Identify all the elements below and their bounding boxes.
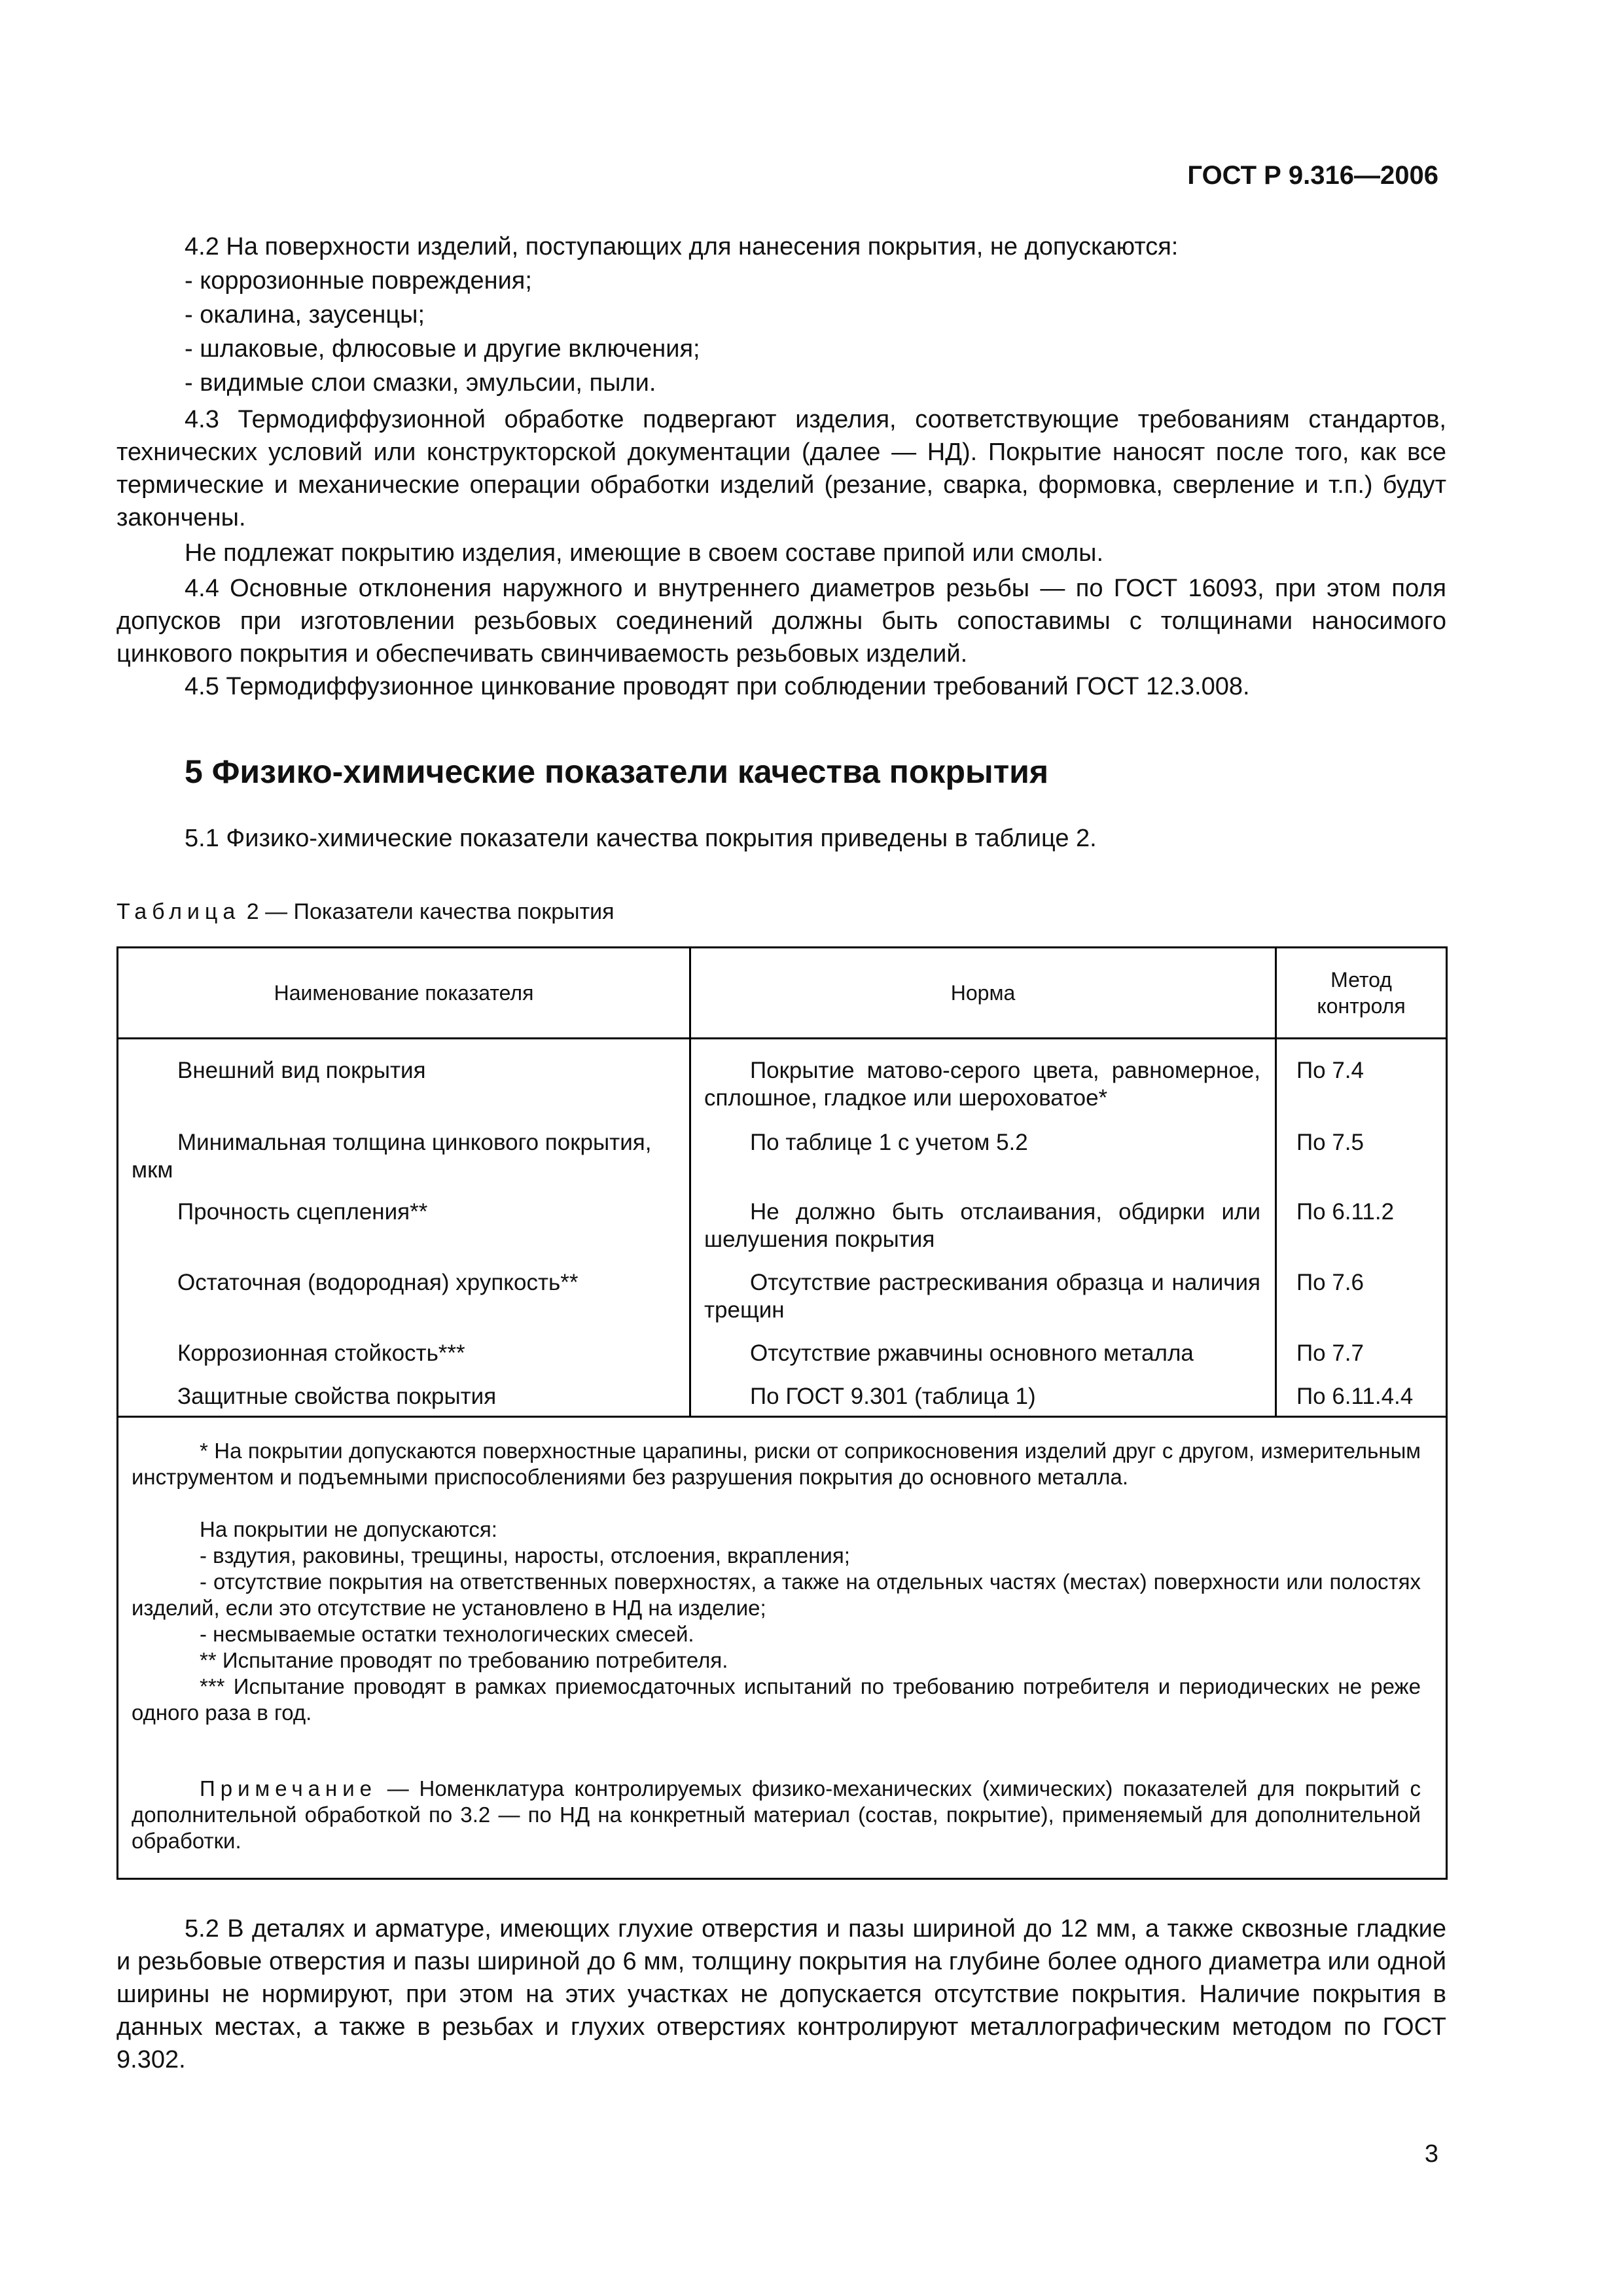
list-item: - видимые слои смазки, эмульсии, пыли. [185, 369, 656, 397]
table-caption-label: Таблица [116, 899, 241, 924]
paragraph-no-coating: Не подлежат покрытию изделия, имеющие в своем составе припой или смолы. [185, 539, 1103, 567]
section-title: 5 Физико-химические показатели качества покрытия [185, 753, 1049, 790]
table-caption [116, 899, 615, 925]
footnote: *** Испытание проводят в рамках приемосдаточных испытаний по требованию потребителя и периодических не реже одного раза в год. [132, 1674, 1421, 1725]
table-cell-method: По 6.11.4.4 [1296, 1384, 1414, 1409]
header-indicator: Наименование показателя [274, 981, 534, 1005]
table-note-text: — Номенклатура контролируемых физико-механических (химических) показателей для покрытий с дополнительной обработкой по 3.2 — по НД на конкретный материал (состав, покрытие), применяемый для дополнительной обработки. [132, 1776, 1421, 1853]
footnote: * На покрытии допускаются поверхностные царапины, риски от соприкосновения изделий друг с другом, измерительным инструментом и подъемными приспособлениями без разрушения покрытия до основного металла. [132, 1439, 1421, 1489]
header-norm: Норма [950, 981, 1016, 1005]
paragraph-5-2: 5.2 В деталях и арматуре, имеющих глухие отверстия и пазы шириной до 12 мм, а также сквозные гладкие и резьбовые отверстия и пазы шириной до 6 мм, толщину покрытия на глубине более одного диаметра или одной ширины не нормируют, при этом на этих участках не допускается отсутствие покрытия. Наличие покрытия в данных местах, а также в резьбах и глухих отверстиях контролируют металлографическим методом по ГОСТ 9.302. [116, 1915, 1446, 2073]
footnote: На покрытии не допускаются: [200, 1517, 497, 1541]
table-cell-norm: Отсутствие ржавчины основного металла [750, 1340, 1194, 1366]
table-cell-name: Минимальная толщина цинкового покрытия, мкм [132, 1130, 652, 1183]
table-note-label: Примечание [200, 1776, 378, 1801]
table-cell-method: По 6.11.2 [1296, 1199, 1395, 1225]
table-cell-name: Внешний вид покрытия [177, 1058, 426, 1083]
table-cell-norm: Покрытие матово-серого цвета, равномерное, сплошное, гладкое или шероховатое* [704, 1058, 1260, 1111]
table-cell-name: Прочность сцепления** [177, 1199, 428, 1225]
list-item: - коррозионные повреждения; [185, 267, 532, 295]
table-cell-norm: По таблице 1 с учетом 5.2 [750, 1130, 1028, 1155]
footnote: ** Испытание проводят по требованию потребителя. [200, 1648, 728, 1672]
table-cell-name: Коррозионная стойкость*** [177, 1340, 465, 1366]
table-cell-method: По 7.5 [1296, 1130, 1364, 1155]
table-cell-name: Остаточная (водородная) хрупкость** [177, 1270, 579, 1295]
paragraph-4-4: 4.4 Основные отклонения наружного и внутреннего диаметров резьбы — по ГОСТ 16093, при этом поля допусков при изготовлении резьбовых соединений должны быть сопоставимы с толщинами наносимого цинкового покрытия и обеспечивать свинчиваемость резьбовых изделий. [116, 575, 1446, 668]
paragraph-4-5: 4.5 Термодиффузионное цинкование проводят при соблюдении требований ГОСТ 12.3.008. [185, 673, 1250, 700]
document-id-header: ГОСТ Р 9.316—2006 [1187, 161, 1438, 190]
list-item: - шлаковые, флюсовые и другие включения; [185, 335, 700, 363]
table-cell-method: По 7.7 [1296, 1340, 1364, 1366]
footnote: - отсутствие покрытия на ответственных поверхностях, а также на отдельных частях (местах) поверхности или полостях изделий, если это отсутствие не установлено в НД на изделие; [132, 1570, 1421, 1620]
footnote: - несмываемые остатки технологических смесей. [200, 1622, 694, 1646]
table-cell-norm: Не должно быть отслаивания, обдирки или шелушения покрытия [704, 1199, 1260, 1252]
table-cell-norm: Отсутствие растрескивания образца и наличия трещин [704, 1270, 1260, 1323]
page-number: 3 [1424, 2140, 1438, 2168]
table-note [132, 1776, 1421, 1854]
paragraph-4-2: 4.2 На поверхности изделий, поступающих для нанесения покрытия, не допускаются: [185, 233, 1179, 260]
footnote: - вздутия, раковины, трещины, наросты, отслоения, вкрапления; [200, 1543, 850, 1568]
table-cell-name: Защитные свойства покрытия [177, 1384, 497, 1409]
header-method: Метод контроля [1317, 968, 1406, 1018]
list-item: - окалина, заусенцы; [185, 301, 425, 329]
table-cell-norm: По ГОСТ 9.301 (таблица 1) [750, 1384, 1036, 1409]
paragraph-4-3: 4.3 Термодиффузионной обработке подвергают изделия, соответствующие требованиям стандартов, технических условий или конструкторской документации (далее — НД). Покрытие наносят после того, как все термические и механические операции обработки изделий (резание, сварка, формовка, сверление и т.п.) будут закончены. [116, 406, 1446, 531]
table-caption-text: 2 — Показатели качества покрытия [240, 899, 615, 924]
quality-table [116, 946, 1448, 1880]
table-footnotes [118, 1416, 1446, 1418]
table-cell-method: По 7.6 [1296, 1270, 1364, 1295]
table-cell-method: По 7.4 [1296, 1058, 1364, 1083]
section-intro: 5.1 Физико-химические показатели качества покрытия приведены в таблице 2. [185, 825, 1097, 852]
